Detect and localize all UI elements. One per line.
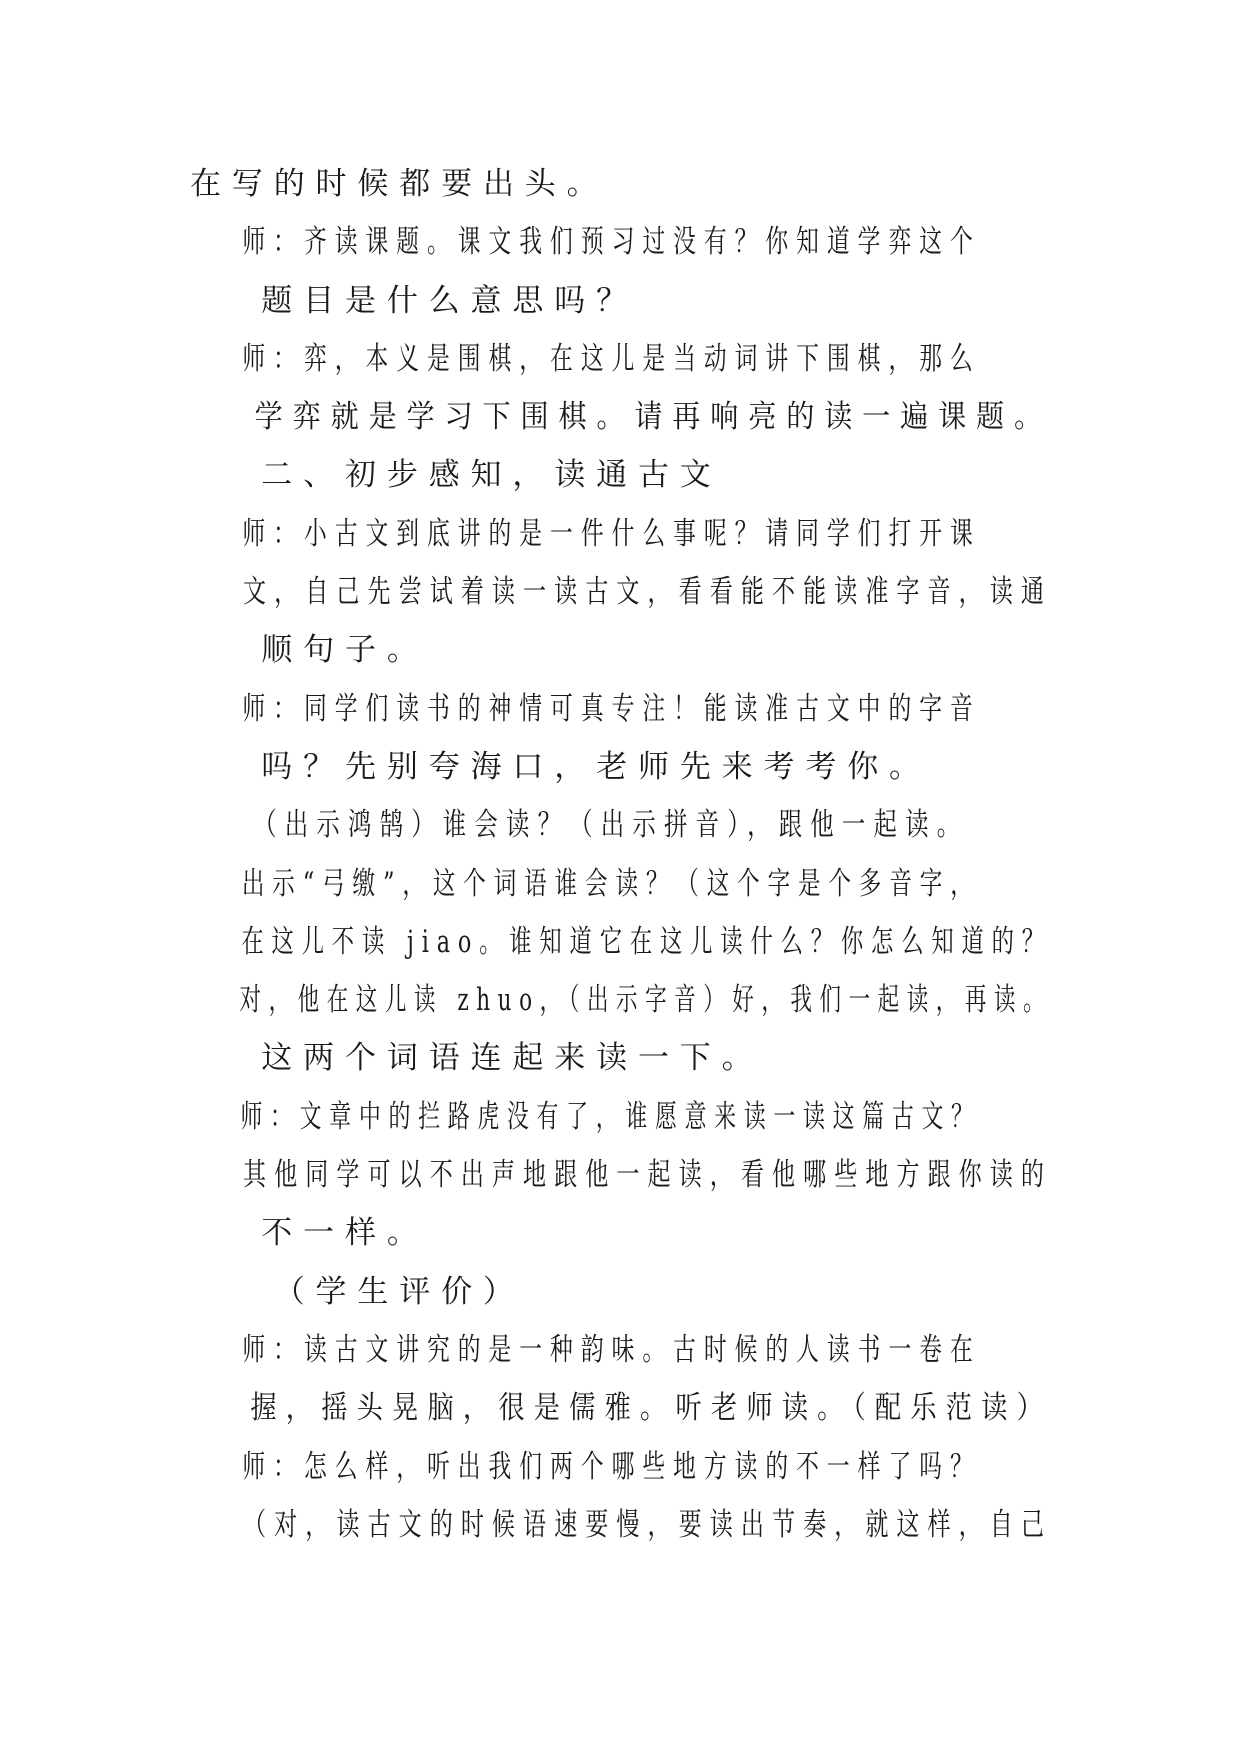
text-line: 对，他在这儿读 zhuo，（出示字音）好，我们一起读，再读。 [239, 982, 1053, 1019]
text-line: 不一样。 [261, 1215, 429, 1252]
paragraph [190, 680, 1052, 797]
text-line: 师：齐读课题。课文我们预习过没有？你知道学弈这个 [242, 224, 981, 261]
text-line: 题目是什么意思吗？ [261, 282, 638, 319]
paragraph [190, 446, 1052, 504]
text-line: 师：怎么样，听出我们两个哪些地方读的不一样了吗？ [242, 1448, 981, 1485]
text-line: 师：弈，本义是围棋，在这儿是当动词讲下围棋，那么 [242, 340, 981, 377]
text-line: （出示鸿鹄）谁会读？（出示拼音），跟他一起读。 [253, 807, 969, 844]
text-line: 出示“弓缴”，这个词语谁会读？（这个字是个多音字， [241, 865, 981, 902]
paragraph [190, 330, 1052, 447]
text-line: 这两个词语连起来读一下。 [261, 1040, 764, 1077]
paragraph [190, 855, 1052, 1088]
text-line: 师：小古文到底讲的是一件什么事呢？请同学们打开课 [242, 515, 981, 552]
text-line: （学生评价） [273, 1273, 525, 1310]
text-line: 师：文章中的拦路虎没有了，谁愿意来读一读这篇古文？ [240, 1098, 981, 1135]
text-line: 其他同学可以不出声地跟他一起读，看他哪些地方跟你读的 [243, 1157, 1053, 1194]
text-line: 握，摇头晃脑，很是儒雅。听老师读。（配乐范读） [250, 1390, 1053, 1427]
document-body [190, 155, 1052, 1554]
paragraph [190, 213, 1052, 330]
text-line: 吗？先别夸海口，老师先来考考你。 [261, 748, 931, 785]
text-line: 在写的时候都要出头。 [190, 166, 609, 202]
paragraph [190, 155, 1052, 213]
text-line: 二、初步感知，读通古文 [261, 457, 722, 494]
paragraph [190, 1321, 1052, 1438]
text-line: 在这儿不读 jiao。谁知道它在这儿读什么？你怎么知道的？ [241, 923, 1052, 960]
text-line: 文，自己先尝试着读一读古文，看看能不能读准字音，读通 [243, 574, 1053, 611]
text-line: 学弈就是学习下围棋。请再响亮的读一遍课题。 [254, 399, 1052, 436]
paragraph [190, 505, 1052, 680]
text-line: （对，读古文的时候语速要慢，要读出节奏，就这样，自己 [243, 1506, 1053, 1543]
text-line: 师：同学们读书的神情可真专注！能读准古文中的字音 [242, 690, 981, 727]
paragraph [190, 1263, 1052, 1321]
paragraph [190, 796, 1052, 854]
text-line: 顺句子。 [261, 632, 429, 669]
paragraph [190, 1088, 1052, 1263]
text-line: 师：读古文讲究的是一种韵味。古时候的人读书一卷在 [242, 1331, 981, 1368]
paragraph [190, 1438, 1052, 1555]
